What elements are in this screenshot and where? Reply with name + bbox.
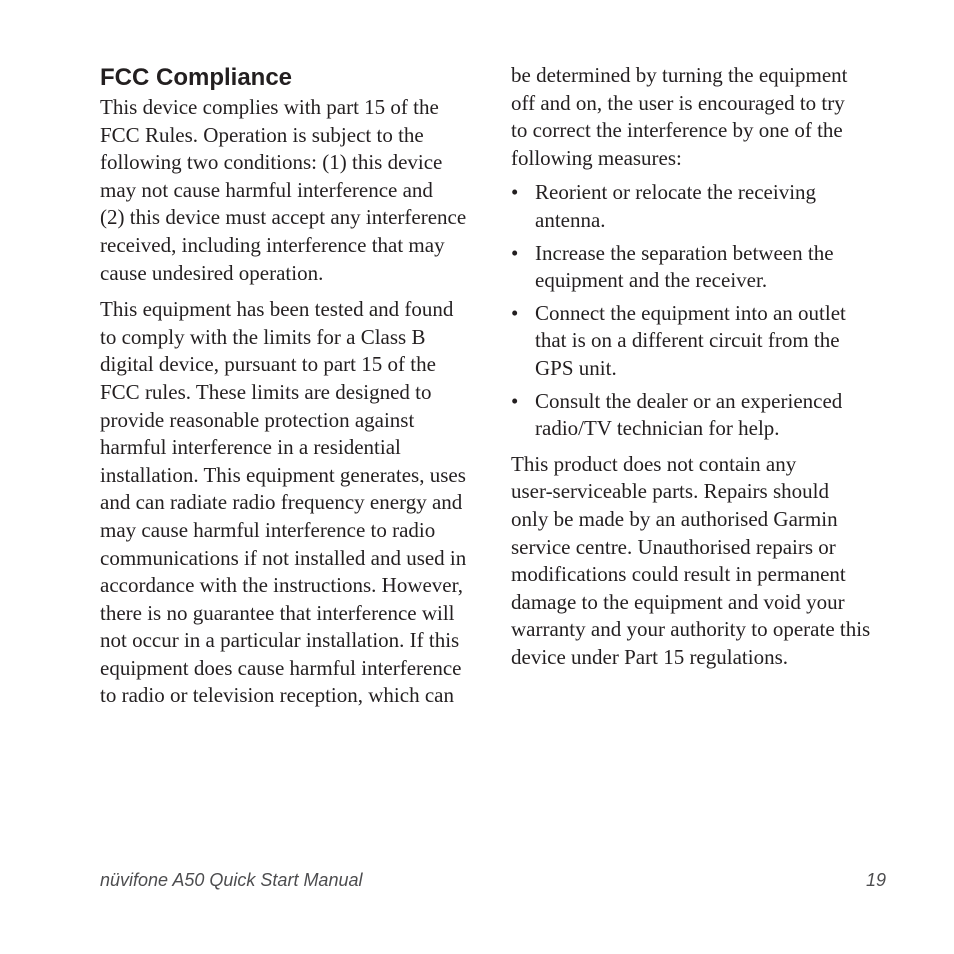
text-line: installation. This equipment generates, uses: [100, 462, 466, 487]
text-line: harmful interference in a residential: [100, 435, 401, 460]
text-line: there is no guarantee that interference will: [100, 600, 455, 625]
text-line: This device complies with part 15 of the: [100, 95, 439, 119]
text-line: FCC rules. These limits are designed to: [100, 379, 432, 404]
list-item: [511, 388, 886, 443]
text-line: Connect the equipment into an outlet: [535, 300, 846, 325]
text-line: Reorient or relocate the receiving: [535, 180, 817, 205]
bullet-icon: •: [511, 300, 519, 325]
text-line: equipment and the receiver.: [535, 268, 768, 293]
right-column: [511, 62, 886, 680]
text-line: may cause harmful interference to radio: [100, 517, 436, 542]
text-line: equipment does cause harmful interference: [100, 655, 462, 680]
testing-paragraph: [100, 296, 480, 710]
text-line: user-serviceable parts. Repairs should: [511, 479, 829, 504]
text-line: be determined by turning the equipment: [511, 63, 848, 87]
text-line: radio/TV technician for help.: [535, 416, 780, 441]
text-line: damage to the equipment and void your: [511, 589, 845, 614]
text-line: cause undesired operation.: [100, 260, 324, 285]
bullet-icon: •: [511, 388, 519, 413]
text-line: Increase the separation between the: [535, 240, 834, 265]
text-line: This equipment has been tested and found: [100, 297, 454, 322]
text-line: to radio or television reception, which can: [100, 683, 454, 708]
text-line: service centre. Unauthorised repairs or: [511, 534, 836, 559]
section-heading: FCC Compliance: [100, 64, 293, 91]
text-line: modifications could result in permanent: [511, 562, 846, 587]
list-item: [511, 300, 886, 383]
text-line: not occur in a particular installation. If this: [100, 628, 460, 653]
text-line: to comply with the limits for a Class B: [100, 324, 426, 349]
text-line: FCC Rules. Operation is subject to the: [100, 122, 424, 147]
bullet-icon: •: [511, 240, 519, 265]
text-line: warranty and your authority to operate this: [511, 617, 871, 642]
text-line: Consult the dealer or an experienced: [535, 388, 843, 413]
text-line: following two conditions: (1) this device: [100, 150, 443, 175]
text-line: following measures:: [511, 145, 682, 170]
list-item: [511, 240, 886, 295]
footer-manual-title: nüvifone A50 Quick Start Manual: [100, 870, 363, 890]
text-line: and can radiate radio frequency energy and: [100, 490, 463, 515]
text-line: (2) this device must accept any interference: [100, 205, 467, 230]
text-line: accordance with the instructions. However,: [100, 573, 464, 598]
repairs-paragraph: [511, 451, 886, 672]
text-line: to correct the interference by one of the: [511, 118, 843, 143]
text-line: GPS unit.: [535, 355, 617, 380]
text-line: device under Part 15 regulations.: [511, 644, 788, 669]
left-column: [100, 62, 480, 719]
text-line: only be made by an authorised Garmin: [511, 506, 838, 531]
measures-intro-paragraph: [511, 62, 886, 172]
compliance-paragraph: [100, 94, 480, 287]
text-line: digital device, pursuant to part 15 of the: [100, 352, 436, 377]
page-number: 19: [865, 870, 886, 890]
text-line: received, including interference that may: [100, 232, 445, 257]
text-line: antenna.: [535, 207, 606, 232]
text-line: This product does not contain any: [511, 451, 797, 476]
bullet-icon: •: [511, 180, 519, 205]
text-line: communications if not installed and used in: [100, 545, 467, 570]
text-line: off and on, the user is encouraged to try: [511, 90, 845, 115]
text-line: provide reasonable protection against: [100, 407, 415, 432]
measures-list: [511, 179, 886, 442]
text-line: that is on a different circuit from the: [535, 328, 840, 353]
text-line: may not cause harmful interference and: [100, 177, 433, 202]
list-item: [511, 179, 886, 234]
